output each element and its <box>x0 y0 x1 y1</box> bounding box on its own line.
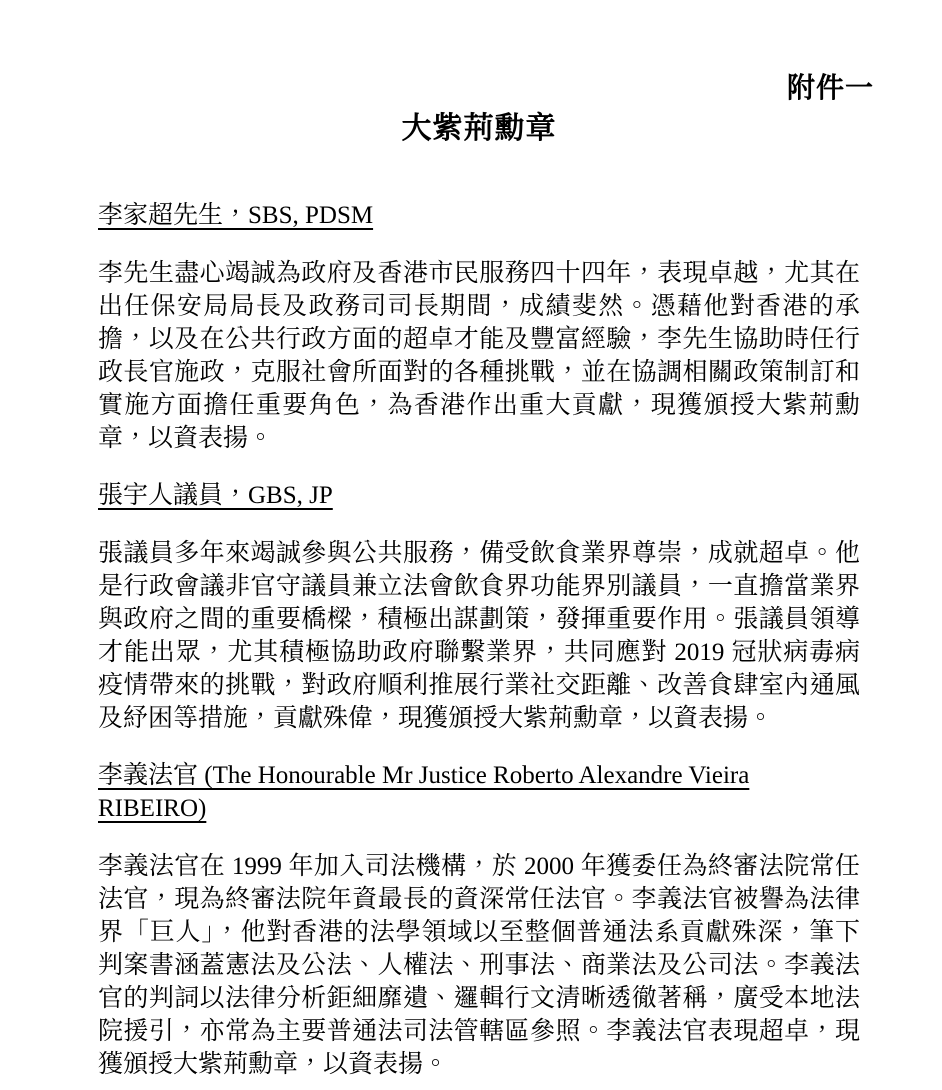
recipient-heading: 李義法官 (The Honourable Mr Justice Roberto Alexandre Vieira RIBEIRO) <box>98 762 750 822</box>
citation-paragraph: 張議員多年來竭誠參與公共服務，備受飲食業界尊崇，成就超卓。他是行政會議非官守議員兼立法會飲食界功能界別議員，一直擔當業界與政府之間的重要橋樑，積極出謀劃策，發揮重要作用。張議員領導才能出眾，尤其積極協助政府聯繫業界，共同應對 2019 冠狀病毒病疫情帶來的挑戰，對政府順利推展行業社交距離、改善食肆室內通風及紓困等措施，貢獻殊偉，現獲頒授大紫荊勳章，以資表揚。 <box>98 540 860 732</box>
citation-paragraph: 李義法官在 1999 年加入司法機構，於 2000 年獲委任為終審法院常任法官，現為終審法院年資最長的資深常任法官。李義法官被譽為法律界「巨人」，他對香港的法學領域以至整個普通法系貢獻殊深，筆下判案書涵蓋憲法及公法、人權法、刑事法、商業法及公司法。李義法官的判詞以法律分析鉅細靡遺、邏輯行文清晰透徹著稱，廣受本地法院援引，亦常為主要普通法司法管轄區參照。李義法官表現超卓，現獲頒授大紫荊勳章，以資表揚。 <box>98 853 860 1078</box>
recipient-heading: 李家超先生，SBS, PDSM <box>98 202 374 229</box>
document-title: 大紫荊勳章 <box>401 112 557 145</box>
document-content <box>98 0 874 1081</box>
award-section-justice-ribeiro <box>98 759 860 1081</box>
award-section-cheung-yu-yan <box>98 479 860 735</box>
citation-paragraph: 李先生盡心竭誠為政府及香港市民服務四十四年，表現卓越，尤其在出任保安局局長及政務司司長期間，成績斐然。憑藉他對香港的承擔，以及在公共行政方面的超卓才能及豐富經驗，李先生協助時任行政長官施政，克服社會所面對的各種挑戰，並在協調相關政策制訂和實施方面擔任重要角色，為香港作出重大貢獻，現獲頒授大紫荊勳章，以資表揚。 <box>98 260 860 452</box>
award-section-lee-ka-chiu <box>98 199 860 455</box>
annex-label: 附件一 <box>786 73 874 104</box>
recipient-heading: 張宇人議員，GBS, JP <box>98 482 333 509</box>
